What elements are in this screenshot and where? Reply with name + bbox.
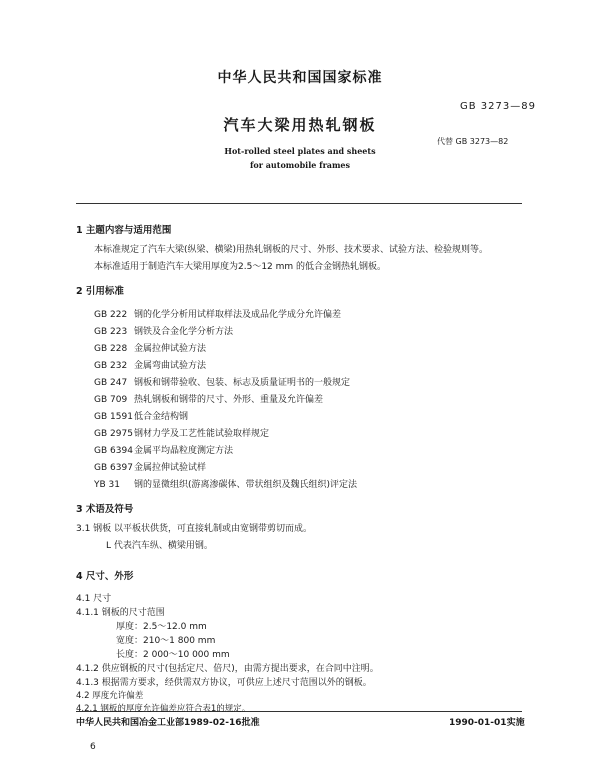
- reference-item: [94, 341, 206, 354]
- reference-code: GB 232: [94, 361, 128, 371]
- national-standard-heading: 中华人民共和国国家标准: [217, 70, 383, 86]
- document-title: 汽车大梁用热轧钢板: [223, 116, 377, 134]
- section-1-heading: 1 主题内容与适用范围: [76, 225, 172, 236]
- reference-code: GB 222: [94, 310, 128, 320]
- clause-4-1-2: 4.1.2 供应钢板的尺寸(包括定尺、倍尺)，由需方提出要求，在合同中注明。: [76, 664, 379, 674]
- reference-code: GB 2975: [94, 429, 133, 439]
- reference-title: 钢的化学分析用试样取样法及成品化学成分允许偏差: [134, 310, 342, 320]
- implementation-date: 1990-01-01实施: [449, 718, 525, 728]
- reference-code: GB 223: [94, 327, 128, 337]
- size-thickness: 厚度：2.5～12.0 mm: [116, 622, 207, 632]
- page-number: 6: [90, 742, 96, 752]
- reference-title: 低合金结构钢: [134, 412, 189, 422]
- section-2-heading: 2 引用标准: [76, 286, 124, 297]
- top-divider: [76, 203, 522, 204]
- reference-item: [94, 409, 188, 422]
- reference-item: [94, 392, 323, 405]
- reference-title: 热轧钢板和钢带的尺寸、外形、重量及允许偏差: [134, 395, 324, 405]
- reference-title: 金属平均晶粒度测定方法: [134, 446, 234, 456]
- reference-code: GB 1591: [94, 412, 133, 422]
- reference-title: 金属弯曲试验方法: [134, 361, 207, 371]
- reference-item: [94, 375, 350, 388]
- reference-title: 钢板和钢带验收、包装、标志及质量证明书的一般规定: [134, 378, 351, 388]
- reference-title: 金属拉伸试验试样: [134, 463, 207, 473]
- reference-item: [94, 307, 341, 320]
- reference-item: [94, 324, 233, 337]
- replaces-note: 代替 GB 3273—82: [437, 137, 509, 146]
- approval-note: 中华人民共和国冶金工业部1989-02-16批准: [76, 718, 260, 728]
- section-4-heading: 4 尺寸、外形: [76, 571, 134, 582]
- reference-item: [94, 426, 269, 439]
- reference-item: [94, 443, 233, 456]
- clause-4-1: 4.1 尺寸: [76, 594, 112, 604]
- reference-code: GB 709: [94, 395, 128, 405]
- reference-code: YB 31: [94, 480, 120, 490]
- english-title-line2: for automobile frames: [249, 160, 351, 170]
- reference-code: GB 228: [94, 344, 128, 354]
- clause-4-2: 4.2 厚度允许偏差: [76, 691, 144, 701]
- reference-title: 钢材力学及工艺性能试验取样规定: [134, 429, 270, 439]
- reference-title: 金属拉伸试验方法: [134, 344, 207, 354]
- section-1-paragraph-1: 本标准规定了汽车大梁(纵梁、横梁)用热轧钢板的尺寸、外形、技术要求、试验方法、检验规则等。: [94, 245, 489, 255]
- reference-title: 钢铁及合金化学分析方法: [134, 327, 234, 337]
- standard-code: GB 3273—89: [460, 101, 536, 112]
- reference-title: 钢的显微组织(游离渗碳体、带状组织及魏氏组织)评定法: [134, 480, 358, 490]
- reference-code: GB 6397: [94, 463, 133, 473]
- clause-4-2-1: 4.2.1 钢板的厚度允许偏差应符合表1的规定。: [76, 704, 251, 714]
- reference-item: [94, 358, 206, 371]
- english-title-line1: Hot-rolled steel plates and sheets: [224, 146, 376, 156]
- term-3-1: 3.1 钢板 以平板状供货，可直接轧制或由宽钢带剪切而成。: [76, 524, 313, 534]
- clause-4-1-3: 4.1.3 根据需方要求，经供需双方协议，可供应上述尺寸范围以外的钢板。: [76, 678, 372, 688]
- reference-item: [94, 460, 206, 473]
- reference-item: [94, 477, 357, 490]
- section-3-heading: 3 术语及符号: [76, 504, 134, 515]
- size-length: 长度：2 000～10 000 mm: [116, 650, 230, 660]
- symbol-L: L 代表汽车纵、横梁用钢。: [106, 541, 213, 551]
- size-width: 宽度：210～1 800 mm: [116, 636, 216, 646]
- reference-code: GB 6394: [94, 446, 133, 456]
- clause-4-1-1: 4.1.1 钢板的尺寸范围: [76, 608, 165, 618]
- reference-code: GB 247: [94, 378, 128, 388]
- section-1-paragraph-2: 本标准适用于制造汽车大梁用厚度为2.5～12 mm 的低合金钢热轧钢板。: [94, 262, 387, 272]
